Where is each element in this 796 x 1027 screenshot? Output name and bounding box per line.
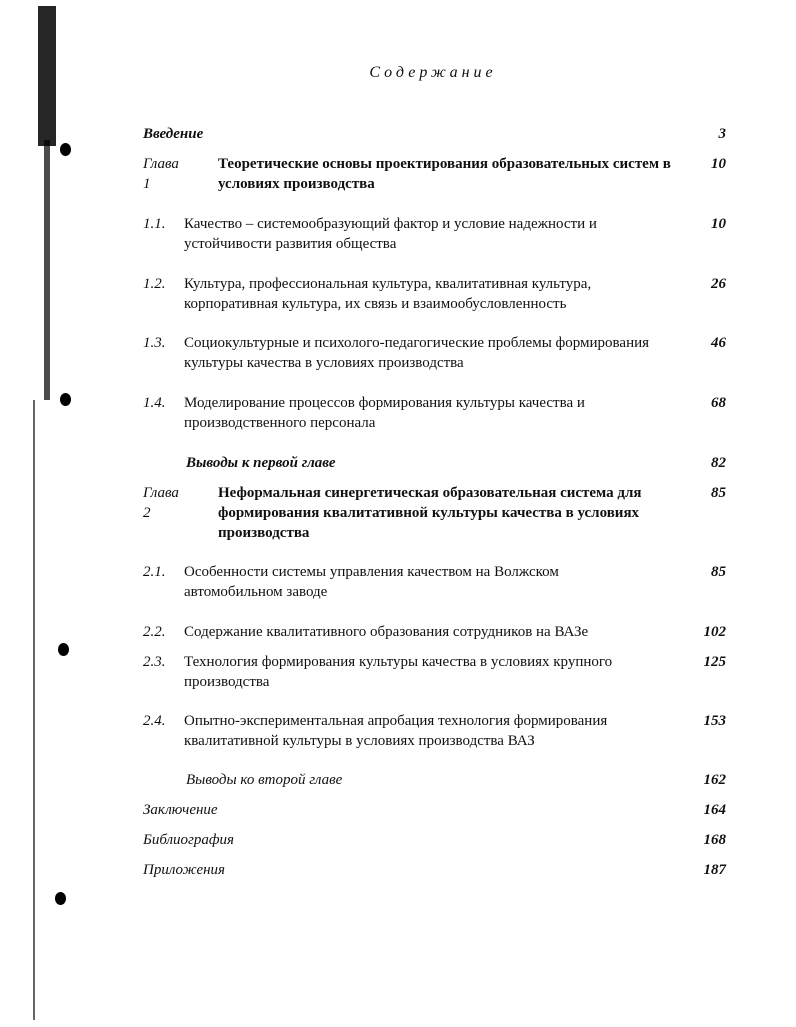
toc-entry-page: 3 (718, 126, 726, 142)
chapter-label-number: 2 (143, 505, 151, 521)
toc-entry-label: Приложения (143, 862, 226, 878)
section-title: Технология формирования культуры качества в условиях крупного производства (184, 654, 613, 690)
toc-entry-page: 10 (711, 216, 726, 232)
binding-hole (60, 143, 71, 156)
toc-entry-page: 164 (703, 802, 726, 818)
scan-edge-line (33, 400, 35, 1020)
section-number: 2.2. (143, 624, 166, 640)
section-number: 1.3. (143, 335, 166, 351)
toc-entry-page: 187 (703, 862, 726, 878)
toc-entry-page: 85 (711, 485, 726, 501)
section-title: Опытно-экспериментальная апробация технология формирования квалитативной культуры в условиях производства ВАЗ (184, 713, 608, 749)
binding-hole (58, 643, 69, 656)
toc-entry-label: Выводы ко второй главе (186, 772, 343, 788)
toc-entry-page: 125 (703, 654, 726, 670)
section-title: Качество – системообразующий фактор и условие надежности и устойчивости развития общества (184, 216, 597, 252)
chapter-label (143, 154, 203, 194)
section-number: 1.4. (143, 395, 166, 411)
section-number: 2.4. (143, 713, 166, 729)
chapter-label-number: 1 (143, 176, 151, 192)
toc-entry-label: Заключение (143, 802, 218, 818)
toc-entry-page: 82 (711, 455, 726, 471)
toc-entry-page: 46 (711, 335, 726, 351)
chapter-label (143, 483, 203, 523)
toc-entry-label: Библиография (143, 832, 235, 848)
section-number: 1.1. (143, 216, 166, 232)
binding-hole (55, 892, 66, 905)
section-title: Содержание квалитативного образования сотрудников на ВАЗе (184, 624, 589, 640)
section-number: 1.2. (143, 276, 166, 292)
section-number: 2.1. (143, 564, 166, 580)
chapter-label-word: Глава (143, 485, 179, 501)
section-title: Моделирование процессов формирования культуры качества и производственного персонала (184, 395, 585, 431)
toc-entry-page: 168 (703, 832, 726, 848)
chapter-title: Теоретические основы проектирования образовательных систем в условиях производства (218, 156, 671, 192)
scan-edge-smudge (44, 140, 50, 400)
toc-entry-page: 26 (711, 276, 726, 292)
section-number: 2.3. (143, 654, 166, 670)
toc-entry-page: 85 (711, 564, 726, 580)
toc-entry-page: 153 (703, 713, 726, 729)
section-title: Социокультурные и психолого-педагогические проблемы формирования культуры качества в условиях производства (184, 335, 650, 371)
chapter-title: Неформальная синергетическая образовательная система для формирования квалитативной культуры качества в условиях производства (218, 485, 642, 541)
toc-entry-label: Выводы к первой главе (186, 455, 336, 471)
toc-entry-page: 68 (711, 395, 726, 411)
toc-entry-page: 162 (703, 772, 726, 788)
toc-entry-page: 10 (711, 156, 726, 172)
toc-entry-label: Введение (143, 126, 204, 142)
toc-entry-page: 102 (703, 624, 726, 640)
chapter-label-word: Глава (143, 156, 179, 172)
section-title: Особенности системы управления качеством на Волжском автомобильном заводе (184, 564, 559, 600)
binding-hole (60, 393, 71, 406)
section-title: Культура, профессиональная культура, квалитативная культура, корпоративная культура, их связь и взаимообусловленность (184, 276, 592, 312)
page-title: Содержание (369, 64, 497, 81)
